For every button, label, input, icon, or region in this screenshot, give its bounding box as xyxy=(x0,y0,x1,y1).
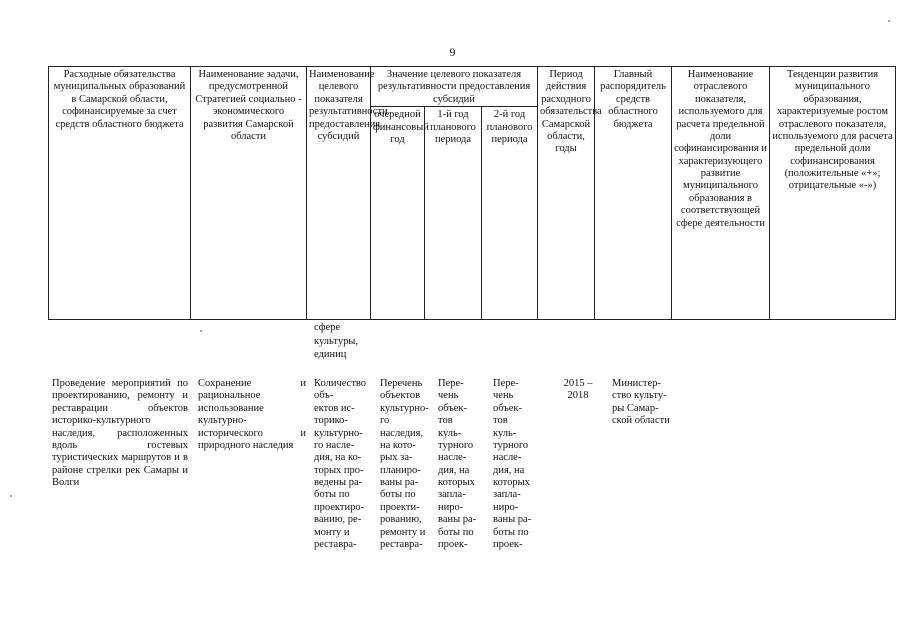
header-plan-year-1: 1-й год планового периода xyxy=(425,107,482,320)
page-number: 9 xyxy=(449,45,456,59)
scan-speck xyxy=(200,330,202,332)
row-chief-administrator: Министер- ство культу- ры Самар- ской области xyxy=(612,378,670,427)
row-period: 2015 – 2018 xyxy=(563,378,593,402)
header-table xyxy=(48,66,896,320)
scan-speck xyxy=(888,20,890,22)
row-task: Сохранение и рациональное использование культурно-исторического и природного наследия xyxy=(198,378,306,451)
scan-speck xyxy=(10,495,12,497)
row-plan-year-2: Пере- чень объек- тов куль- турного насле- дия, на которых запла- ниро- ваны ра- боты по проек- xyxy=(493,378,532,550)
header-next-fiscal-year: очередной финансовый год xyxy=(371,107,425,320)
header-indicator-name: Наименование целевого показателя результативности предоставления субсидий xyxy=(307,67,371,320)
header-plan-year-2: 2-й год планового периода xyxy=(482,107,538,320)
header-chief-administrator: Главный распорядитель средств областного бюджета xyxy=(595,67,672,320)
header-indicator-value-group: Значение целевого показателя результативности предоставления субсидий xyxy=(371,67,538,107)
row-indicator-name: Количество объ- ектов ис- торико- культурно- го насле- дия, на ко- торых про- ведены ра- боты по проектиро- ванию, ре- монту и реставра- xyxy=(314,378,367,550)
carryover-text: сфере культуры, единиц xyxy=(314,322,358,361)
row-obligation: Проведение мероприятий по проектированию, ремонту и реставрации объектов историко-культурного наследия, расположенных вдоль гостевых туристических маршрутов и в районе стрелки рек Самары и Волги xyxy=(52,378,188,488)
header-sector-indicator: Наименование отраслевого показателя, используемого для расчета предельной доли софинансирования и характеризующего развитие муниципального образования в соответствующей сфере деятельности xyxy=(672,67,770,320)
row-next-fiscal-year: Перечень объектов культурно- го наследия, на кото- рых за- планиро- ваны ра- боты по проекти- рованию, ремонту и реставра- xyxy=(380,378,429,550)
header-period: Период действия расходного обязательства Самарской области, годы xyxy=(538,67,595,320)
header-obligations: Расходные обязательства муниципальных образований в Самарской области, софинансируемые за счет средств областного бюджета xyxy=(49,67,191,320)
header-development-trends: Тенденции развития муниципального образования, характеризуемые ростом отраслевого показателя, используемого для расчета предельной доли софинансирования (положительные «+»; отрицательные «-») xyxy=(770,67,896,320)
row-plan-year-1: Пере- чень объек- тов куль- турного насле- дия, на которых запла- ниро- ваны ра- боты по проек- xyxy=(438,378,477,550)
header-task: Наименование задачи, предусмотренной Стратегией социально - экономического развития Самарской области xyxy=(191,67,307,320)
